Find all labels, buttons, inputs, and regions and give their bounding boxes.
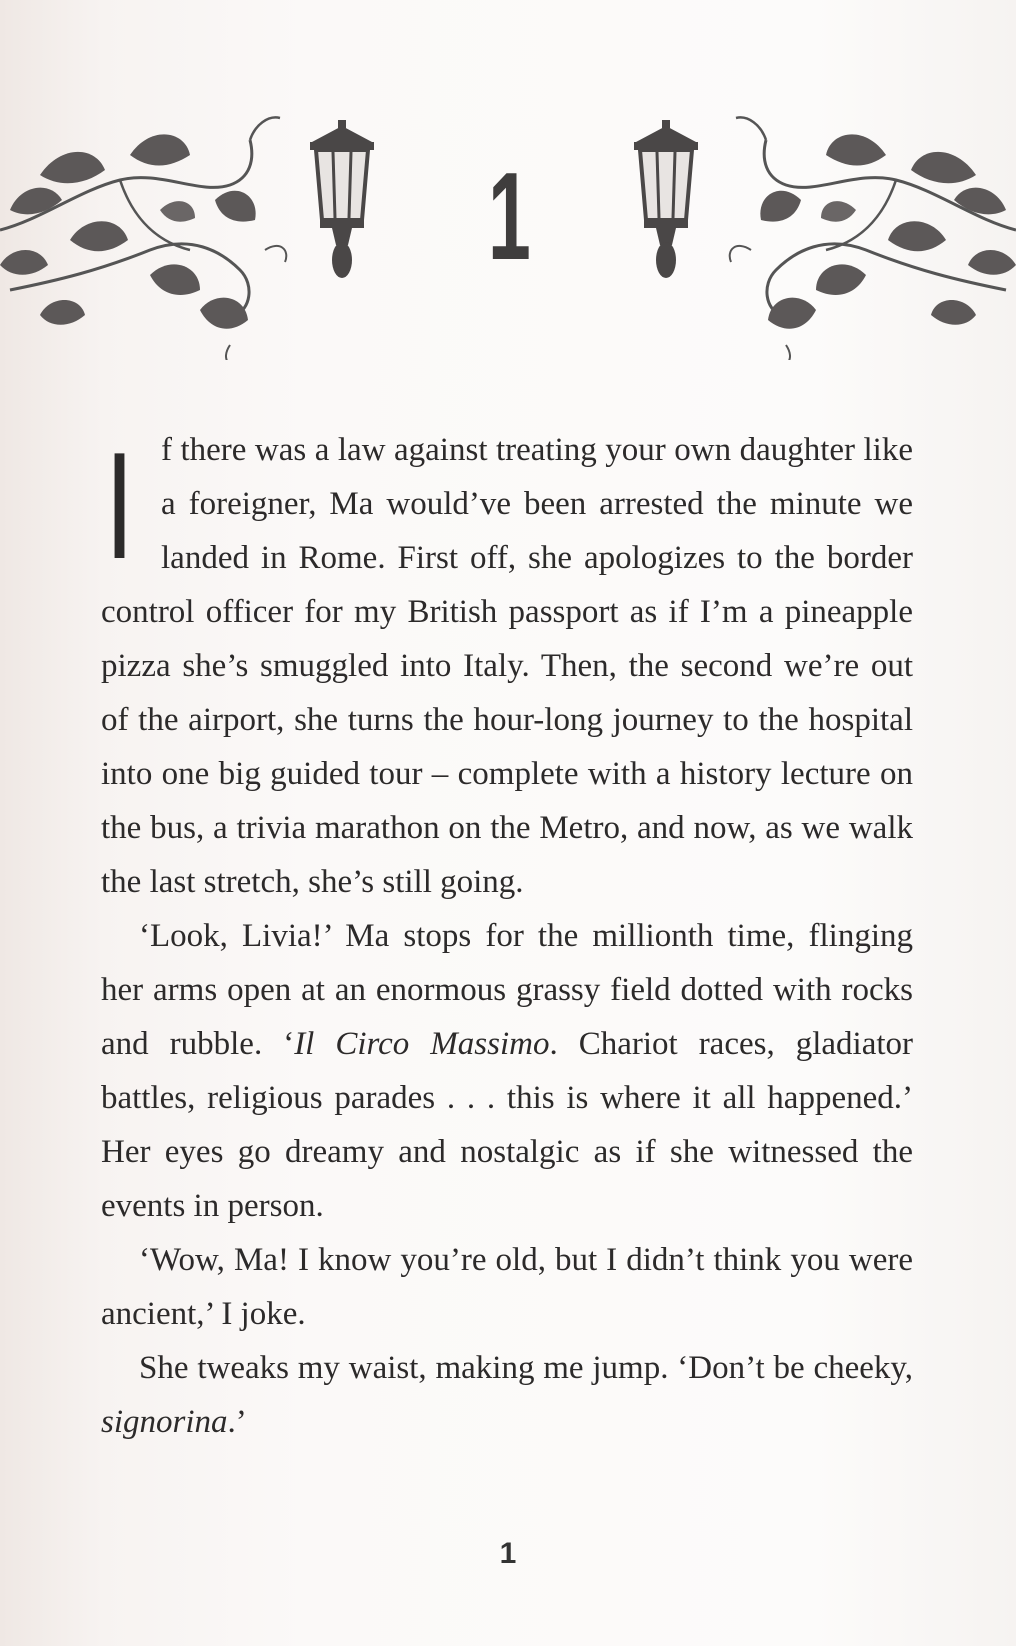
page-number: 1 (499, 1537, 517, 1570)
paragraph-text: ‘Wow, Ma! I know you’re old, but I didn’t think you were ancient,’ I joke. (101, 1242, 913, 1332)
paragraph (101, 909, 913, 1233)
italic-phrase: signorina (101, 1404, 228, 1440)
paragraph-text: .’ (227, 1404, 247, 1440)
paragraph (101, 1233, 913, 1341)
paragraph-text: She tweaks my waist, making me jump. ‘Don’t be cheeky, (139, 1350, 913, 1386)
paragraph (101, 423, 913, 909)
chapter-body (101, 423, 913, 1449)
chapter-number: 1 (488, 148, 530, 286)
paragraph (101, 1341, 913, 1449)
paragraph-text: . Chariot races, gladiator battles, religious parades . . . this is where it all happened.’ Her eyes go dreamy and nostalgic as if she witnessed the events in person. (101, 1026, 914, 1224)
italic-phrase: Il Circo Massimo (294, 1026, 550, 1062)
drop-cap: I (110, 421, 130, 591)
drop-cap-box (110, 421, 149, 591)
chapter-header (0, 60, 1016, 360)
paragraph-text: f there was a law against treating your own daughter like a foreigner, Ma would’ve been arrested the minute we landed in Rome. First off, she apologizes to the border control officer for my British passport as if I’m a pineapple pizza she’s smuggled into Italy. Then, the second we’re out of the airport, she turns the hour-long journey to the hospital into one big guided tour – complete with a history lecture on the bus, a trivia marathon on the Metro, and now, as we walk the last stretch, she’s still going. (101, 432, 913, 900)
paragraph-text: ‘Look, Livia!’ Ma stops for the millionth time, flinging her arms open at an enormous grassy field dotted with rocks and rubble. ‘ (101, 918, 913, 1062)
